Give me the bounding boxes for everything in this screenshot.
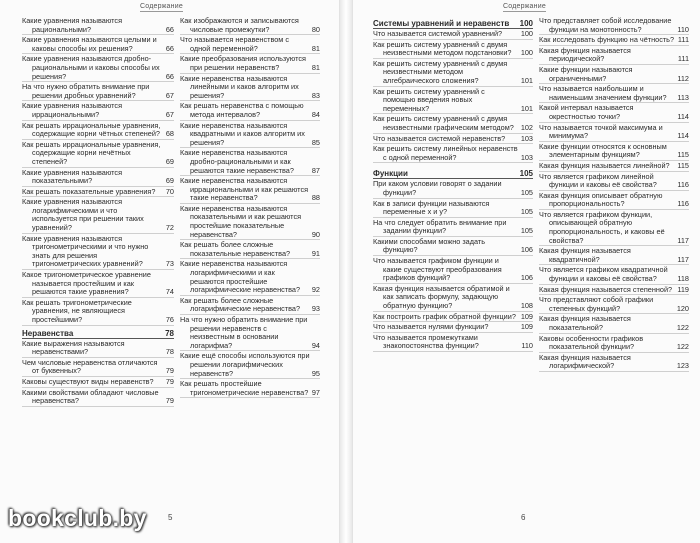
toc-entry-page: 119 [677,284,689,294]
toc-entry [373,114,533,133]
toc-entry [22,298,174,326]
toc-entry [539,265,689,284]
toc-entry-page: 94 [311,340,320,350]
toc-entry [373,59,533,87]
toc-entry-page: 81 [311,43,320,53]
toc-list [180,16,320,398]
toc-entry-title: На что нужно обратить внимание при решении неравенств с неизвестным в основании логарифма? [180,315,308,350]
toc-entry [373,218,533,237]
toc-entry-title: Что называется графиком функции и какие существуют преобразования графиков функций? [373,256,502,283]
toc-entry-title: Какие уравнения называются иррациональными? [22,101,123,119]
toc-entry [373,284,533,312]
toc-entry-title: Какие ещё способы используются при решении логарифмических неравенств? [180,351,310,378]
toc-entry [539,123,689,142]
toc-entry [180,101,320,120]
toc-entry-title: Какие уравнения называются показательными? [22,167,123,186]
toc-entry-title: Какие уравнения называются логарифмическими и что используется при решении таких уравнений? [22,197,144,233]
toc-entry [539,285,689,296]
toc-entry-title: Как решить систему уравнений с двумя неизвестными графическим методом? [373,114,514,132]
toc-entry-title: Как изображаются и записываются числовые промежутки? [180,16,299,34]
toc-entry [22,377,174,388]
section-title: Функции [373,169,408,179]
left-running-header: Содержание [140,3,183,10]
toc-entry [539,16,689,35]
toc-entry-page: 69 [165,176,174,186]
toc-entry-title: Что называется системой неравенств? [373,133,506,143]
toc-entry-title: Какая функция называется логарифмической? [539,352,631,371]
toc-entry-page: 74 [165,287,174,297]
toc-entry-page: 79 [165,396,174,406]
toc-entry [22,234,174,270]
toc-entry [22,358,174,377]
toc-entry-page: 87 [311,165,320,175]
toc-entry-title: Какие неравенства называются линейными и каков алгоритм их решения? [180,73,299,100]
toc-entry [539,84,689,103]
left-page [0,0,340,543]
toc-entry [373,134,533,145]
toc-entry [22,101,174,120]
toc-entry [539,65,689,84]
toc-entry-page: 88 [311,193,320,203]
toc-entry-page: 122 [676,342,689,352]
toc-entry [373,87,533,115]
toc-entry [180,259,320,295]
toc-entry-page: 91 [311,248,320,258]
toc-entry-title: Что является графиком функции, описывающей обратную пропорциональность, и каковы её свойства? [539,209,665,245]
toc-entry [373,322,533,333]
toc-entry-page: 106 [520,245,533,255]
toc-entry-title: Какая функция называется степенной? [539,284,673,294]
toc-entry-page: 79 [165,376,174,386]
toc-entry [180,296,320,315]
toc-entry-page: 109 [520,322,533,332]
toc-entry-title: Как построить график обратной функции? [373,311,516,321]
toc-entry-page: 111 [677,35,689,45]
toc-entry [539,353,689,372]
toc-entry-page: 73 [165,259,174,269]
toc-entry-title: Какая функция называется линейной? [539,160,670,170]
right-column-b [539,16,689,372]
toc-entry [180,74,320,102]
toc-entry-page: 100 [520,48,533,58]
toc-entry-title: Что называется нулями функции? [373,322,489,332]
toc-entry [22,339,174,358]
section-page: 100 [519,19,533,28]
toc-entry-page: 109 [520,311,533,321]
toc-entry-page: 118 [677,274,689,284]
toc-entry-page: 105 [520,187,533,197]
toc-entry [22,168,174,187]
toc-entry-title: Какие преобразования используются при решении неравенств? [180,54,306,72]
toc-entry-page: 105 [520,226,533,236]
toc-entry-title: Что является графиком линейной функции и каковы её свойства? [539,171,657,190]
toc-entry-page: 111 [677,54,689,64]
toc-entry-title: Какая функция называется периодической? [539,45,631,64]
toc-entry-title: Какое тригонометрическое уравнение называется простейшим и как решаются такие уравнения? [22,270,151,297]
toc-entry-title: Каковы особенности графиков показательной функции? [539,333,644,352]
toc-entry [180,121,320,149]
toc-section-systems [373,19,533,29]
toc-entry [539,295,689,314]
toc-entry [373,144,533,163]
toc-entry-title: Какие неравенства называются логарифмическими и как решаются простейшие логарифмические неравенства? [180,259,301,295]
toc-entry-title: Какими способами можно задать функцию? [373,236,486,255]
toc-entry-page: 101 [520,75,533,85]
toc-entry-page: 69 [165,156,174,166]
toc-entry-title: Как решать показательные уравнения? [22,186,156,196]
toc-entry-title: Как решать неравенства с помощью метода интервалов? [180,101,304,119]
toc-entry-title: Какие уравнения называются рациональными? [22,16,123,34]
toc-entry-title: Как решать более сложные логарифмические неравенства? [180,295,301,314]
toc-entry-page: 90 [311,229,320,239]
toc-entry-page: 106 [520,273,533,283]
toc-list [22,339,174,407]
left-page-number: 5 [168,513,173,522]
toc-entry [22,16,174,35]
toc-entry [22,54,174,82]
toc-entry-title: На что следует обратить внимание при задании функции? [373,217,507,236]
toc-entry-page: 68 [165,129,174,139]
watermark-logo: bookclub.by [8,505,147,531]
toc-entry [180,176,320,204]
toc-entry-page: 80 [311,24,320,34]
toc-entry-page: 113 [677,92,689,102]
toc-entry-title: Как решать более сложные показательные неравенства? [180,240,291,258]
toc-entry [539,172,689,191]
toc-entry [539,35,689,46]
toc-entry-page: 110 [521,341,533,351]
toc-entry-page: 116 [677,199,689,209]
toc-entry [373,256,533,284]
toc-entry [539,334,689,353]
toc-entry [180,35,320,54]
toc-entry-title: На что нужно обратить внимание при решении дробных уравнений? [22,82,150,100]
right-column-a [373,16,533,352]
toc-entry-page: 84 [311,109,320,119]
toc-entry-title: Какие неравенства называются показательными и как решаются простейшие показательные неравенства? [180,203,302,239]
toc-entry-title: При каком условии говорят о задании функции? [373,179,502,197]
toc-entry [180,54,320,73]
section-title: Неравенства [22,328,74,338]
right-page-number: 6 [521,513,526,522]
toc-entry-page: 122 [676,323,689,332]
toc-entry-page: 110 [677,24,689,34]
book-gutter [340,0,352,543]
toc-entry-page: 66 [165,24,174,34]
toc-entry-title: Как решить систему уравнений с двумя неизвестными методом алгебраического сложения? [373,58,508,85]
toc-entry [539,314,689,333]
toc-entry [180,16,320,35]
toc-entry [539,246,689,265]
toc-entry [539,210,689,246]
toc-entry-title: Каковы существуют виды неравенств? [22,376,154,386]
toc-entry-title: Что представляет собой исследование функции на монотонность? [539,16,672,34]
toc-entry-title: Как решать иррациональные уравнения, содержащие корни нечётных степеней? [22,139,161,166]
left-column-b [180,16,320,398]
toc-entry [22,140,174,168]
toc-entry-page: 103 [520,133,533,143]
toc-entry-page: 93 [311,304,320,314]
toc-entry-title: Какие неравенства называются иррациональными и как решаются такие неравенства? [180,176,309,203]
toc-entry [373,179,533,198]
toc-entry-title: Какие уравнения называются целыми и каковы способы их решения? [22,35,157,53]
toc-entry-page: 79 [165,366,174,376]
toc-entry [539,103,689,122]
toc-entry [180,351,320,379]
toc-entry-title: Какие функции относятся к основным элементарным функциям? [539,141,667,160]
toc-entry [22,187,174,198]
section-page: 78 [165,328,174,338]
toc-entry-page: 117 [677,254,689,264]
toc-entry [373,40,533,59]
toc-section-functions [373,169,533,179]
toc-entry-title: Что называется промежутками знакопостоянства функции? [373,332,479,351]
toc-list [373,179,533,352]
toc-entry [373,333,533,352]
toc-entry-title: Что называется неравенством с одной переменной? [180,35,289,53]
toc-entry-page: 116 [677,180,689,190]
toc-entry [180,379,320,398]
toc-entry-page: 117 [677,235,689,245]
toc-entry-page: 83 [311,90,320,100]
toc-list [22,16,174,326]
toc-entry [22,270,174,298]
toc-entry-title: Какие функции называются ограниченными? [539,64,633,83]
toc-entry-title: Как решать тригонометрические уравнения, не являющиеся простейшими? [22,297,132,324]
toc-entry [539,46,689,65]
toc-entry-page: 103 [520,152,533,162]
toc-list [539,16,689,372]
toc-entry [180,240,320,259]
toc-entry-title: Какая функция называется квадратичной? [539,246,631,264]
toc-entry-page: 102 [520,122,533,132]
left-column-a [22,16,174,407]
toc-entry-page: 123 [676,361,689,371]
toc-entry [180,148,320,176]
toc-entry [22,197,174,233]
toc-entry-page: 66 [165,71,174,81]
toc-entry-title: Что называется системой уравнений? [373,29,503,38]
toc-entry-page: 105 [520,207,533,217]
toc-entry-page: 70 [165,186,174,196]
toc-entry-title: Какие неравенства называются дробно-рациональными и как решаются такие неравенства? [180,148,294,175]
toc-list [373,29,533,163]
toc-entry-page: 97 [311,387,320,397]
toc-entry-title: Какой интервал называется окрестностью точки? [539,103,634,121]
toc-entry-page: 92 [311,285,320,295]
toc-entry [539,142,689,161]
toc-entry-title: Какая функция называется обратимой и как записать формулу, задающую обратную функцию? [373,283,510,311]
toc-entry-title: Какие уравнения называются дробно-рациональными и каковы способы их решения? [22,54,160,81]
toc-entry [373,29,533,40]
section-title: Системы уравнений и неравенств [373,19,510,28]
toc-entry-title: Какие выражения называются неравенствами? [22,338,125,357]
right-running-header: Содержание [503,3,546,10]
toc-entry-title: Как решить систему уравнений с помощью введения новых переменных? [373,86,485,113]
toc-entry-page: 114 [677,131,689,141]
toc-entry-page: 76 [165,315,174,324]
toc-entry-page: 114 [677,111,689,121]
toc-entry [539,161,689,172]
toc-entry [373,312,533,323]
toc-entry [180,315,320,351]
toc-entry-title: Как решить систему уравнений с двумя неизвестными методом подстановки? [373,39,512,58]
toc-entry-page: 101 [520,103,533,113]
toc-entry-title: Как решать иррациональные уравнения, содержащие корни чётных степеней? [22,120,161,139]
toc-entry-page: 120 [676,303,689,313]
toc-entry-page: 95 [311,368,320,378]
toc-entry-page: 67 [165,90,174,100]
toc-entry-page: 85 [311,137,320,147]
toc-entry-title: Чем числовые неравенства отличаются от буквенных? [22,357,158,376]
toc-entry [539,191,689,210]
toc-entry-page: 115 [677,160,689,170]
toc-entry-title: Как в записи функции называются переменные x и y? [373,198,490,217]
toc-entry-title: Как решить систему линейных неравенств с одной переменной? [373,144,518,162]
toc-entry [22,121,174,140]
toc-entry [373,199,533,218]
toc-entry-title: Что называется точкой максимума и минимума? [539,122,663,141]
toc-entry [373,237,533,256]
toc-entry-page: 67 [165,109,174,119]
toc-entry-title: Какие уравнения называются тригонометрическими и что нужно знать для решения тригонометрических уравнений? [22,233,149,269]
toc-entry-title: Какая функция описывает обратную пропорциональность? [539,190,663,209]
toc-entry-page: 100 [520,29,533,38]
toc-entry-title: Что называется наибольшим и наименьшим значением функции? [539,84,667,102]
toc-entry-page: 66 [165,43,174,53]
toc-entry-page: 72 [165,223,174,233]
toc-entry-page: 78 [165,347,174,357]
toc-entry-page: 81 [311,62,320,72]
toc-entry [22,388,174,407]
toc-entry-title: Какая функция называется показательной? [539,314,631,332]
toc-entry-page: 112 [677,73,689,83]
toc-section-inequalities [22,329,174,339]
toc-entry [22,82,174,101]
toc-entry-title: Как решать простейшие тригонометрические неравенства? [180,379,309,397]
toc-entry-page: 115 [677,150,689,160]
toc-entry-title: Как исследовать функцию на чётность? [539,35,675,45]
toc-entry-title: Что является графиком квадратичной функции и каковы её свойства? [539,265,668,284]
section-page: 105 [519,169,533,179]
right-page [352,0,700,543]
toc-entry-title: Что представляют собой графики степенных функций? [539,295,654,313]
toc-entry [22,35,174,54]
toc-entry-title: Какими свойствами обладают числовые неравенства? [22,387,159,406]
toc-entry-title: Какие неравенства называются квадратными и каков алгоритм их решения? [180,120,305,147]
toc-entry-page: 108 [520,301,533,311]
toc-entry [180,204,320,240]
